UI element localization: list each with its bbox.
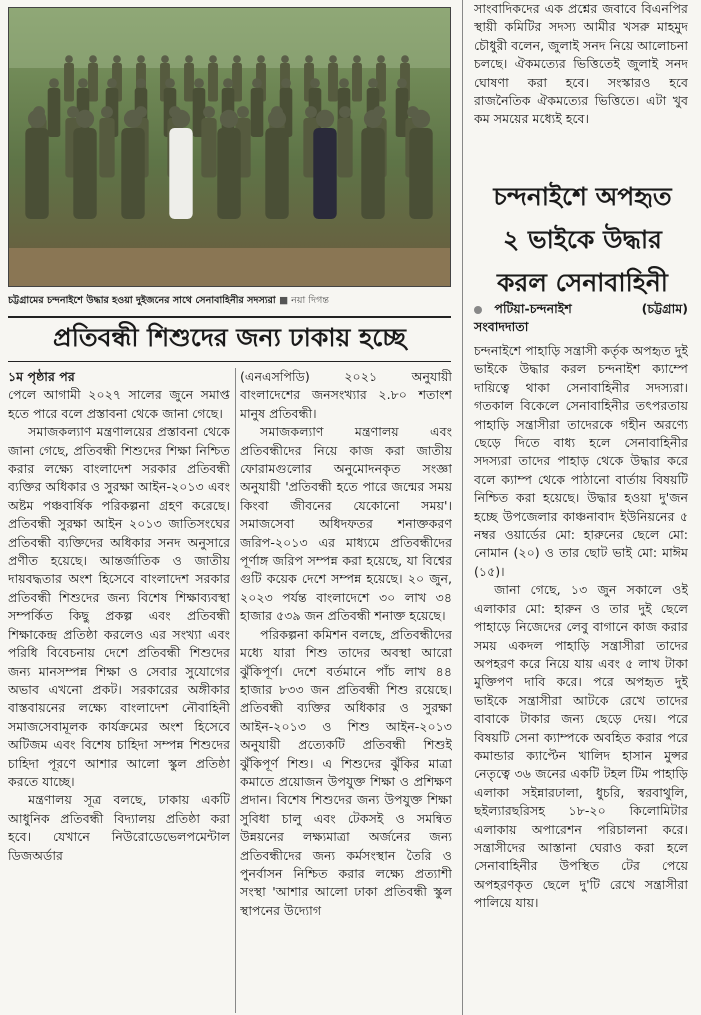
bullet-icon xyxy=(474,306,482,314)
soldiers-group-photo-icon xyxy=(9,8,451,287)
side-article-continuation xyxy=(474,0,688,160)
article-paragraph: মন্ত্রণালয় সূত্র বলছে, ঢাকায় একটি আধুনিক প্রতিবন্ধী বিদ্যালয় প্রতিষ্ঠা করা হবে। যেখানে নিউরোডেভেলপমেন্টাল ডিজঅর্ডার xyxy=(8,792,230,863)
column-divider xyxy=(235,368,236,1013)
dateline-place: পটিয়া-চন্দনাইশ xyxy=(494,301,572,316)
article-paragraph: সাংবাদিকদের এক প্রশ্নের জবাবে বিএনপির স্থায়ী কমিটির সদস্য আমীর খসরু মাহমুদ চৌধুরী বলেন, জুলাই সনদ নিয়ে আলোচনা চলছে। ঐকমত্যের ভিত্তিতেই জুলাই সনদ ঘোষণা করা হবে। সংস্কারও হবে রাজনৈতিক ঐকমত্যের ভিত্তিতে। এটা খুব কম সময়ের মধ্যেই হবে। xyxy=(474,1,688,127)
photo-caption xyxy=(8,294,451,309)
main-article-column-1 xyxy=(8,368,230,1013)
side-headline xyxy=(470,175,695,304)
column-divider xyxy=(462,0,463,1015)
side-headline-line: চন্দনাইশে অপহৃত xyxy=(493,182,672,211)
article-kicker: ১ম পৃষ্ঠার পর xyxy=(8,369,75,384)
dateline-region: (চট্টগ্রাম) xyxy=(641,301,688,316)
article-paragraph: জানা গেছে, ১৩ জুন সকালে ওই এলাকার মো: হারুন ও তার দুই ছেলে পাহাড়ে নিজেদের লেবু বাগানে কাজ করার সময় একদল পাহাড়ি সন্ত্রাসীরা তাদের অপহরণ করে নিয়ে যায় এবং ৫ লাখ টাকা মুক্তিপণ দাবি করে। পরে অপহৃত দুই ভাইকে সন্ত্রাসীরা আটকে রেখে তাদের বাবাকে টাকার জন্য ছেড়ে দেয়। পরে বিষয়টি সেনা ক্যাম্পকে অবহিত করার পরে কমান্ডার ক্যাপ্টেন খালিদ হাসান মুন্সর নেতৃত্বে ৩৬ জনের একটি টহল টিম পাহাড়ি এলাকা সইন্নারঢালা, ধুচরি, স্বরবাথুলি, ছইল্যারছরিসহ ১৮-২০ কিলোমিটার এলাকায় অপারেশন পরিচালনা করে। সন্ত্রাসীদের আস্তানা ঘেরাও করা হলে সেনাবাহিনীর উপস্থিত টের পেয়ে অপহরণকৃত ছেলে দু'টি রেখে সন্ত্রাসীরা পালিয়ে যায়। xyxy=(474,582,688,911)
article-paragraph: সমাজকল্যাণ মন্ত্রণালয়ের প্রস্তাবনা থেকে জানা গেছে, প্রতিবন্ধী শিশুদের শিক্ষা নিশ্চিত করার লক্ষ্যে বাংলাদেশ সরকার প্রতিবন্ধী ব্যক্তির অধিকার ও সুরক্ষা আইন-২০১৩ এবং অষ্টম পঞ্চবার্ষিক পরিকল্পনা গ্রহণ করেছে। প্রতিবন্ধী সুরক্ষা আইন ২০১৩ জাতিসংঘের প্রতিবন্ধী ব্যক্তিদের অধিকার সনদ অনুসারে প্রণীত হয়েছে। আন্তর্জাতিক ও জাতীয় দায়বদ্ধতার অংশ হিসেবে বাংলাদেশ সরকার প্রতিবন্ধী শিশুদের জন্য বিশেষ শিক্ষাব্যবস্থা সম্পর্কিত কিছু প্রকল্প এবং প্রতিবন্ধী শিক্ষাকেন্দ্র প্রতিষ্ঠা করলেও এর সংখ্যা এবং পরিধি বিবেচনায় দেশে প্রতিবন্ধী শিশুদের জন্য মানসম্পন্ন শিক্ষা ও সেবার সুযোগের অভাব এখনো প্রকট। সরকারের অঙ্গীকার বাস্তবায়নের লক্ষ্যে বাংলাদেশ নৌবাহিনী সমাজসেবামূলক কার্যক্রমের অংশ হিসেবে অটিজম এবং বিশেষ চাহিদা সম্পন্ন শিশুদের চাহিদা পূরণে আশার আলো স্কুল প্রতিষ্ঠা করতে যাচ্ছে। xyxy=(8,424,230,789)
side-headline-line: করল সেনাবাহিনী xyxy=(497,268,668,297)
side-headline-line: ২ ভাইকে উদ্ধার xyxy=(503,225,662,254)
article-paragraph: পেলে আগামী ২০২৭ সালের জুনে সমাপ্ত হতে পারে বলে প্রস্তাবনা থেকে জানা গেছে। xyxy=(8,387,230,421)
article-paragraph: পরিকল্পনা কমিশন বলছে, প্রতিবন্ধীদের মধ্যে যারা শিশু তাদের অবস্থা আরো ঝুঁকিপূর্ণ। দেশে বর্তমানে পাঁচ লাখ ৪৪ হাজার ৮৩৩ জন প্রতিবন্ধী শিশু রয়েছে। প্রতিবন্ধী ব্যক্তির অধিকার ও সুরক্ষা আইন-২০১৩ ও শিশু আইন-২০১৩ অনুযায়ী প্রত্যেকটি প্রতিবন্ধী শিশুই ঝুঁকিপূর্ণ শিশু। এ শিশুদের ঝুঁকির মাত্রা কমাতে প্রয়োজন উপযুক্ত শিক্ষা ও প্রশিক্ষণ প্রদান। বিশেষ শিশুদের জন্য উপযুক্ত শিক্ষা সুবিধা চালু এবং টেকসই ও সমন্বিত উন্নয়নের লক্ষ্যমাত্রা অর্জনের জন্য প্রতিবন্ধীদের জন্য কর্মসংস্থান তৈরি ও পুনর্বাসন নিশ্চিত করার লক্ষ্যে প্রত্যাশী সংস্থা 'আশার আলো ঢাকা প্রতিবন্ধী স্কুল স্থাপনের উদ্যোগ xyxy=(240,626,452,918)
dateline xyxy=(474,300,688,336)
side-article-body xyxy=(474,342,688,1012)
main-article-column-2 xyxy=(240,368,452,1013)
dateline-role: সংবাদদাতা xyxy=(474,319,529,334)
caption-source: ■ নয়া দিগন্ত xyxy=(279,295,330,306)
main-headline: প্রতিবন্ধী শিশুদের জন্য ঢাকায় হচ্ছে xyxy=(8,316,451,362)
article-paragraph: (এনএসপিডি) ২০২১ অনুযায়ী বাংলাদেশের জনসংখ্যার ২.৮০ শতাংশ মানুষ প্রতিবন্ধী। xyxy=(240,369,452,421)
news-photo xyxy=(8,7,451,287)
article-paragraph: চন্দনাইশে পাহাড়ি সন্ত্রাসী কর্তৃক অপহৃত দুই ভাইকে উদ্ধার করল চন্দনাইশ ক্যাম্পে দায়িত্বে থাকা সেনাবাহিনীর সদস্যরা। গতকাল বিকেলে সেনাবাহিনীর তৎপরতায় পাহাড়ি সন্ত্রাসীরা তাদেরকে গহীন অরণ্যে ছেড়ে দিতে বাধ্য হলে সেনাবাহিনীর সদস্যরা তাদের পাহাড় থেকে উদ্ধার করে বলে ক্যাম্প থেকে পাঠানো বার্তায় বিষয়টি নিশ্চিত করা হয়েছে। উদ্ধার হওয়া দু'জন হচ্ছে উপজেলার কাঞ্চনাবাদ ইউনিয়নের ৫ নম্বর ওয়ার্ডের মো: হারুনের ছেলে মো: নোমান (২০) ও তার ছোট ভাই মো: মাঈম (১৫)। xyxy=(474,343,688,579)
caption-text: চট্টগ্রামের চন্দনাইশে উদ্ধার হওয়া দুইজনের সাথে সেনাবাহিনীর সদস্যরা xyxy=(8,295,276,306)
article-paragraph: সমাজকল্যাণ মন্ত্রণালয় এবং প্রতিবন্ধীদের নিয়ে কাজ করা জাতীয় ফোরামগুলোর অনুমোদনকৃত সংজ্ঞা অনুযায়ী 'প্রতিবন্ধী হতে পারে জন্মের সময় কিংবা জীবনের যেকোনো সময়'। সমাজসেবা অধিদফতর শনাক্তকরণ জরিপ-২০১৩ এর মাধ্যমে প্রতিবন্ধীদের পূর্ণাঙ্গ জরিপ সম্পন্ন করা হয়েছে, যা বিশ্বের গুটি কয়েক দেশে সম্পন্ন হয়েছে। ২০ জুন, ২০২৩ পর্যন্ত বাংলাদেশে ৩০ লাখ ৩৪ হাজার ৫৩৯ জন প্রতিবন্ধী শনাক্ত হয়েছে। xyxy=(240,424,452,624)
